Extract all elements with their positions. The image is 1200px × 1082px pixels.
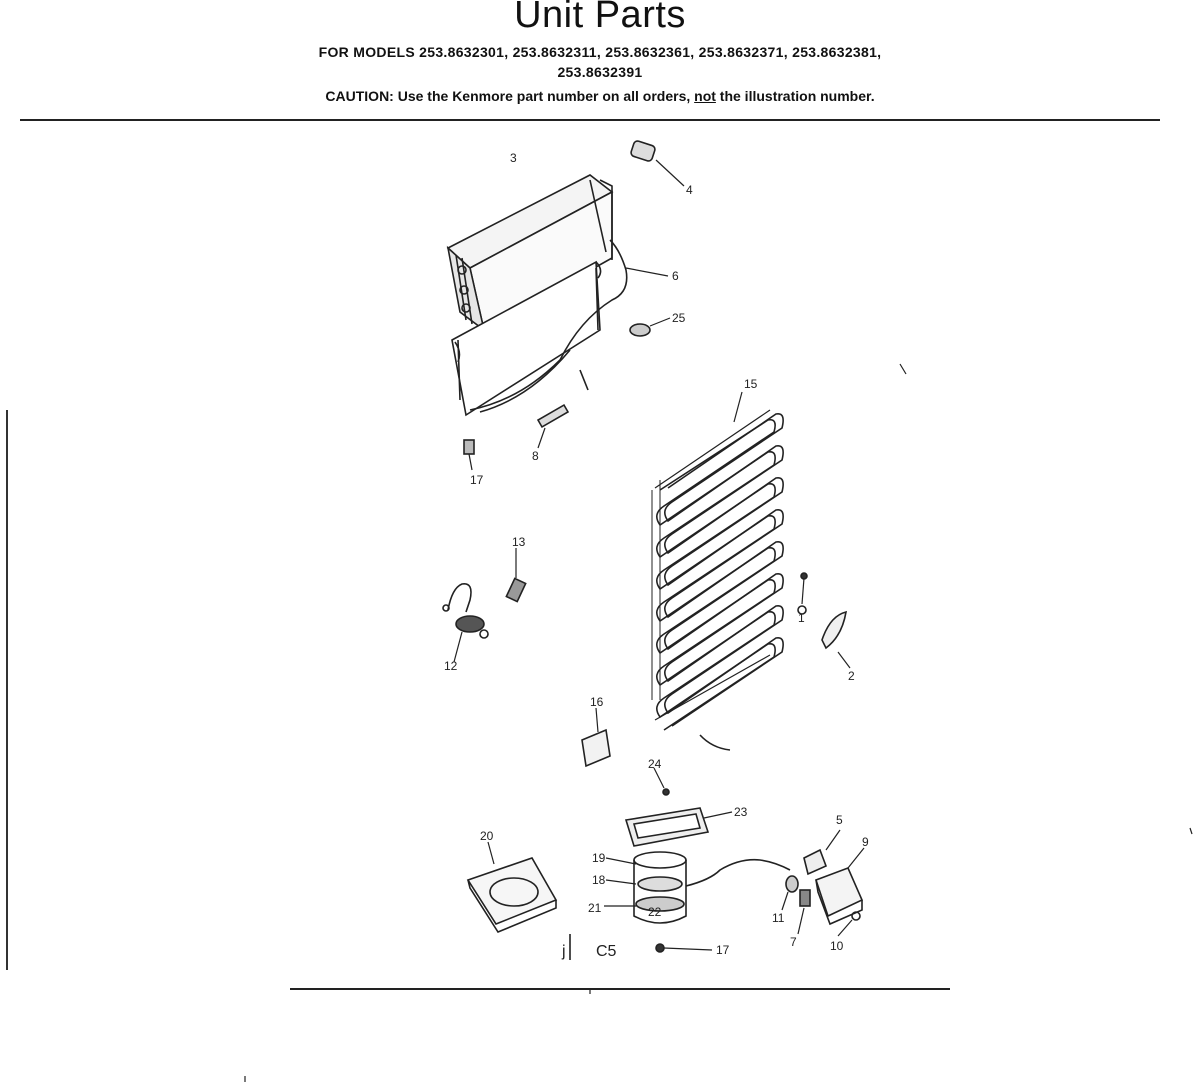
- callout-22: 22: [648, 905, 662, 919]
- caution-underlined: not: [694, 88, 716, 104]
- callout-2: 2: [848, 669, 855, 683]
- condenser-part: [652, 392, 783, 750]
- part-1: [798, 573, 807, 614]
- base-plate-part-20: [468, 842, 556, 932]
- callout-3: 3: [510, 151, 517, 165]
- callout-17-lower: 17: [716, 943, 730, 957]
- callout-25: 25: [672, 311, 686, 325]
- part-17-lower: [570, 934, 712, 960]
- evaporator-part: [448, 175, 627, 415]
- part-13: [506, 548, 525, 602]
- drain-pan-part-23: [626, 808, 732, 846]
- callout-4: 4: [686, 183, 693, 197]
- callout-20: 20: [480, 829, 494, 843]
- caution-prefix: CAUTION: Use the Kenmore part number on all orders,: [325, 88, 695, 104]
- part-25: [630, 318, 670, 336]
- callout-5: 5: [836, 813, 843, 827]
- part-2: [822, 612, 850, 668]
- callout-18: 18: [592, 873, 606, 887]
- callout-21: 21: [588, 901, 602, 915]
- compressor-part: [604, 852, 790, 923]
- part-4: [630, 140, 684, 186]
- caution-suffix: the illustration number.: [715, 88, 875, 104]
- callout-7: 7: [790, 935, 797, 949]
- models-line-1: FOR MODELS 253.8632301, 253.8632311, 253.8632361, 253.8632371, 253.8632381,: [318, 44, 882, 60]
- part-8: [538, 405, 568, 448]
- callout-j: j: [562, 943, 566, 960]
- callout-23: 23: [734, 805, 748, 819]
- callout-19: 19: [592, 851, 606, 865]
- part-24: [654, 768, 669, 795]
- callout-12: 12: [444, 659, 458, 673]
- leader-6: [626, 268, 668, 276]
- part-11: [782, 876, 798, 910]
- callout-17-upper: 17: [470, 473, 484, 487]
- callout-10: 10: [830, 939, 844, 953]
- callout-11: 11: [772, 911, 785, 925]
- callout-c5: C5: [596, 943, 617, 960]
- part-16: [582, 708, 610, 766]
- callout-8: 8: [532, 449, 539, 463]
- part-17-upper: [464, 440, 474, 470]
- callout-24: 24: [648, 757, 662, 771]
- models-line-2: 253.8632391: [557, 64, 643, 80]
- part-12: [443, 584, 488, 662]
- callout-1: 1: [798, 611, 805, 625]
- relay-part-5: [804, 830, 840, 874]
- page-title: Unit Parts: [514, 0, 686, 36]
- callout-16: 16: [590, 695, 604, 709]
- callout-13: 13: [512, 535, 526, 549]
- callout-6: 6: [672, 269, 679, 283]
- part-7: [798, 890, 810, 934]
- callout-15: 15: [744, 377, 758, 391]
- callout-9: 9: [862, 835, 869, 849]
